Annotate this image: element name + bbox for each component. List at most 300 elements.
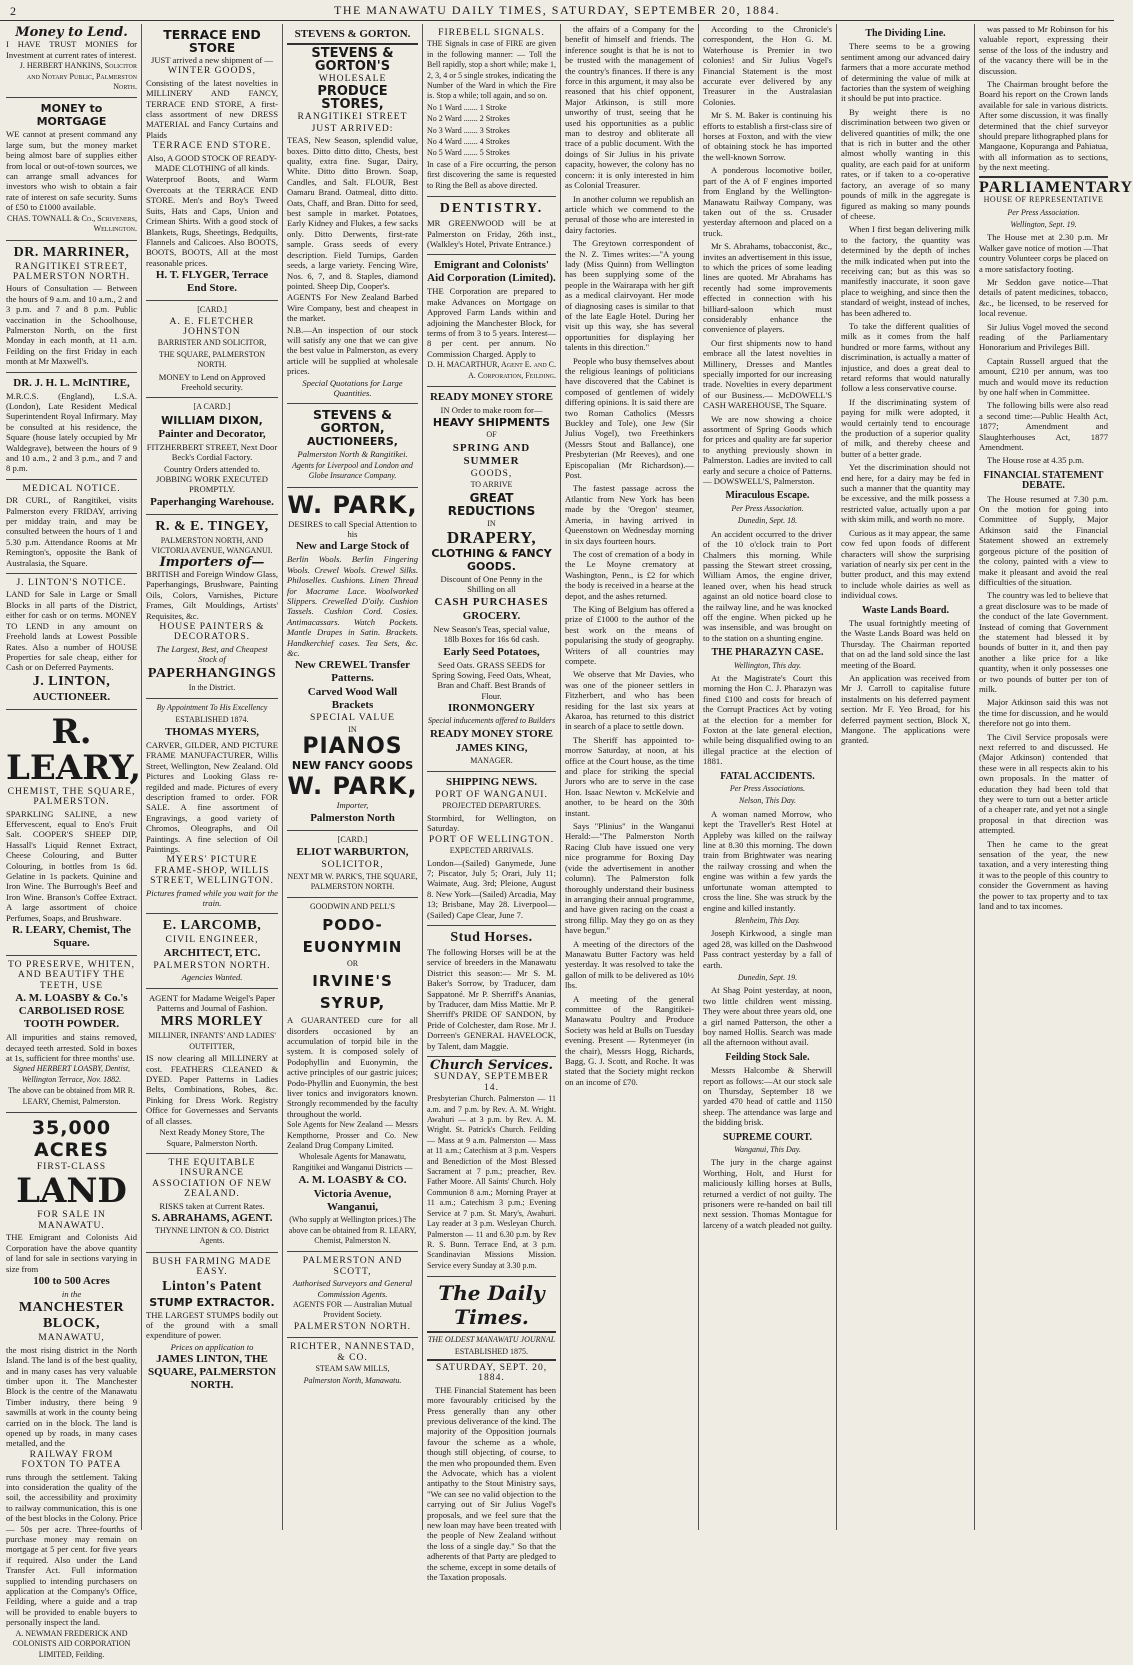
news-paragraph: Then he came to the great sensation of the year, the new taxation, and a very interesting thing it was to the people of this country to consider the Government as having the power to tax property and to tax land and to tax incomes. (979, 838, 1108, 912)
ad-signature: Signed HERBERT LOASBY, Dentist, Wellington Terrace, Nov. 1882. (12, 1064, 131, 1084)
ad-fletcher-johnston (146, 301, 278, 398)
ad-tag: [A CARD.] (193, 402, 231, 412)
ad-tingey (146, 515, 278, 699)
ad-shipping-news (427, 772, 556, 926)
news-paragraph: An application was received from Mr J. Carroll to capitalise future instalments on his deferred payment section. Mr F. Yeo Broad, for his deferred payment section, Block X, Mangone. The applications were granted. (841, 672, 970, 746)
news-paragraph: Sir Julius Vogel moved the second reading of the Parliamentary Honorarium and Privileges Bill. (979, 321, 1108, 353)
ad-departures: PROJECTED DEPARTURES. (442, 801, 541, 811)
ad-intro: AGENT for Madame Weigel's Paper Patterns and Journal of Fashion. (148, 992, 276, 1014)
news-paragraph: Our first shipments now to hand embrace all the latest novelties in Millinery, Dresses and Mantles specially imported for our increasing trade. Novelties in every department of our Business.— McDOWELL'S CASH WAREHOUSE, The Square. (703, 337, 832, 411)
ad-heading: 35,000 ACRES (31, 1117, 112, 1162)
ad-body: Seed Oats. GRASS SEEDS for Spring Sowing, Feed Oats, Wheat, Bran and Chaff. Best Brands of Flour. (432, 659, 551, 701)
ad-seed: Early Seed Potatoes, (443, 645, 540, 658)
ad-name: THE EQUITABLE INSURANCE ASSOCIATION OF NEW ZEALAND. (152, 1156, 272, 1200)
ad-drapery: DRAPERY, (446, 528, 537, 547)
ad-range: 100 to 500 Acres (33, 1274, 110, 1287)
ad-name: THOMAS MYERS, (164, 725, 260, 738)
ad-agents: AGENTS FOR — Australian Mutual Provident Society. (292, 1300, 413, 1320)
ad-heading: MONEY to MORTGAGE (36, 102, 107, 129)
ad-footer: Agencies Wanted. (181, 972, 243, 983)
ad-body: DR CURL, of Rangitikei, visits Palmerston every FRIDAY, arriving per midday train, and may be consulted between the hours of 1 and 5.30 p.m. Attendance Rooms at Mr Remington's, opposite the Bank of Australasia, the Square. (6, 495, 137, 568)
ad-name: E. LARCOMB, (162, 918, 262, 934)
ad-footer: Prices on application to (170, 1341, 254, 1352)
news-paragraph: The following bills were also read a second time:—Public Health Act, 1877; Amendment and Slaughterhouses Act, 1877 Amendment. (979, 400, 1108, 453)
ad-agents: Agents for Liverpool and London and Globe Insurance Company. (292, 460, 413, 481)
ad-address: FITZHERBERT STREET, Next Door Beck's Cordial Factory. (146, 441, 278, 463)
ad-trade: BARRISTER AND SOLICITOR, (157, 338, 267, 348)
ward-signal: No 2 Ward ....... 2 Strokes (427, 114, 510, 124)
ad-body: A GUARANTEED cure for all disorders occasioned by an accumulation of torpid bile in the system. It is composed solely of Podophyllin and Euonymin, the active principles of our gastric juices; Podo-Phyllin and Euonymin, the best liver tonics and invigorators known. Strongly recommended by the faculty throughout the world. (287, 1015, 418, 1119)
ad-stump-extractor (146, 1253, 278, 1397)
news-credit: Per Press Association. (731, 503, 804, 513)
news-paragraph: We are now showing a choice assortment of Spring Goods which for prices and quality are far superior to anything previously shown in Palmerston. Ladies are invited to call early and secure a choice of Patterns.— DOWSWELL'S, Palmerston. (703, 413, 832, 487)
ad-name: Linton's Patent (162, 1278, 262, 1294)
ad-special: SPECIAL VALUE (309, 712, 396, 724)
ad-body: the most rising district in the North Island. The land is of the best quality, and in many cases has very valuable timber upon it. The Manchester Block is the centre of the Manawatu Timber industry, there being 9 sawmills at work in the county being carried on in the block. The land is opened up by roads, in many cases metalled, and the (6, 1344, 137, 1449)
ad-goods: WINTER GOODS, (167, 65, 257, 77)
news-dateline: Blenheim, This Day. (735, 915, 800, 925)
column-5 (560, 24, 698, 1530)
ad-subheading: FIRST-CLASS (36, 1161, 107, 1173)
ad-also: Also, A GOOD STOCK OF READY-MADE CLOTHING of all kinds. (147, 152, 277, 174)
ad-manager: MANAGER. (470, 755, 513, 765)
ad-body: CARVER, GILDER, AND PICTURE FRAME MANUFACTURER, Willis Street, Wellington, New Zealand. Old Pictures and Looking Glass re-regilded and made. Pictures of every description framed to order. FOR SALE. A fine assortment of Engravings, a good variety of Chromos, Oleographs, and Oil Paintings. A fine selection of Oil Paintings. (146, 739, 278, 854)
ad-heading: DR. MARRINER, (13, 244, 130, 260)
news-paragraph: Mr S. Abrahams, tobacconist, &c., invites an advertisement in this issue, to which the prices of some leading lines are quoted. Mr Abrahams has recently had some improvements effected in connection with his billiard-saloon which must considerably enhance the convenience of players. (703, 241, 832, 335)
ad-body: RISKS taken at Current Rates. (159, 1200, 265, 1211)
news-paragraph: At the Magistrate's Court this morning the Hon C. J. Pharazyn was fined £100 and costs for breach of the Corrupt Practices Act by voting at the election for a member for Foxton at the late general election, while being disqualified owing to an illegal practice at the election of 1881. (703, 672, 832, 767)
ad-signature: R. LEARY, Chemist, The Square. (12, 924, 131, 949)
ad-discount: Discount of One Penny in the Shilling on all (440, 574, 543, 595)
news-paragraph: Messrs Halcombe & Sherwill report as follows:—At our stock sale on Thursday, September 18 we yarded 470 head of cattle and 1150 sheep. The attendance was large and the bidding brisk. (703, 1065, 832, 1128)
ad-body: All impurities and stains removed, decayed teeth arrested. Sold in boxes at 1s, sufficient for three months' use. (6, 1032, 137, 1064)
ad-body: Presbyterian Church. Palmerston — 11 a.m. and 7 p.m. by Rev. A. M. Wright. Awahuri — at 3 p.m. by Rev. A. M. Wright. St. Patrick's Church. Feilding — Mass at 9 a.m. Palmerston — Mass at 11 a.m.; Catechism at 3 p.m. Vespers and Benediction of the Most Blessed Sacrament at 7 p.m.; preacher, Rev. Father Moore. All Saints' Church. Holy Communion 8 a.m.; Morning Prayer at 11 a.m.; Catechism 3 p.m.; Evening Service at 7 p.m. St. Mary's, Awahuri. Lay reader at 3 p.m. Wesleyan Church. Palmerston — 11 and 6.30 p.m. by Rev R. S. Bunn. Terrace End, at 3 p.m. Scandinavian Missions Mission. Service every Sunday at 3.30 p.m. (427, 1094, 556, 1270)
ad-signature: A. NEWMAN FREDERICK AND COLONISTS AID CORPORATION LIMITED, Feilding. (12, 1628, 131, 1659)
ad-heading: Stud Horses. (450, 929, 533, 945)
ad-footer: Pictures framed while you wait for the train. (146, 887, 278, 908)
news-paragraph: People who busy themselves about the religious leanings of politicians have discovered that the Cabinet is composed of gentlemen of widely differing opinions. It is said there are two Roman Catholics (Messrs Buckley and Tole), one Jew (Sir Julius Vogel), two Freethinkers (Messrs Stout and Ballance), one Presbyterian (Mr Reeves), and one Episcopalian (Mr Richardson).— Post. (565, 355, 694, 481)
masthead (0, 0, 1114, 21)
ad-equitable-insurance (146, 1154, 278, 1253)
news-paragraph: Yet the discrimination should not end here, for a dairy may be fed in such a manner that the quantity may be excessive, and the milk possess a restricted value, actually upon a par with skim milk, and worth no more. (841, 462, 970, 525)
ad-stevens-gorton-produce (287, 24, 418, 404)
news-credit: Per Press Association. (1007, 207, 1080, 217)
ad-emigrant-corporation (427, 255, 556, 387)
ad-footer: The above can be obtained from MR R. LEARY, Chemist, Palmerston. (7, 1086, 136, 1106)
news-paragraph: We observe that Mr Davies, who was one of the pioneer settlers in Fitzherbert, and who has been residing for the last six years at Akaroa, has returned to this district in search of a place to settle down. (565, 669, 694, 732)
news-paragraph: At Shag Point yesterday, at noon, two little children went missing. They were about three years old, one a girl named Patterson, the other a boy named Hollis. Search was made all the afternoon without avail. (703, 985, 832, 1048)
news-subheading: HOUSE OF REPRESENTATIVE (983, 195, 1104, 205)
news-heading: The Dividing Line. (865, 28, 946, 39)
ad-body: THE Corporation are prepared to make Advances on Mortgage on Approved Farm Lands within and adjoining the Manchester Block, for terms of from 3 to 5 years. Interest—8 per cent. per annum. No Commission Charged. Apply to (427, 286, 556, 359)
ad-wholesale-agents: Wholesale Agents for Manawatu, Rangitikei and Wanganui Districts — (292, 1152, 413, 1172)
ad-appointment: By Appointment To His Excellency (156, 703, 268, 713)
ad-date: SUNDAY, SEPTEMBER 14. (433, 1071, 550, 1093)
ad-to-arrive: TO ARRIVE (470, 480, 513, 490)
ad-district: In the District. (188, 682, 236, 692)
ward-signal: No 5 Ward ....... 5 Strokes (427, 148, 510, 158)
ad-list: Berlin Wools. Berlin Fingering Wools. Crewel Wools. Crewel Silks. Philoselles. Cushions. Linen Thread for Macrame Lace. Woolworked Slippers. Crewelled D'oily. Cushion Tassels. Cushion Cord. Cosies. Antimacassars. Watch Pockets. Mantle Drapes in Satin. Brackets. Handkerchief cases. Tea Sets, &c. &c. (287, 554, 418, 659)
editorial-date: SATURDAY, SEPT. 20, 1884. (435, 1361, 548, 1384)
news-paragraph: There seems to be a growing sentiment among our advanced dairy farmers that a more accurate method of determining the value of milk at factories than the system of weighing it should be put into practice. (841, 41, 970, 104)
ad-larcomb (146, 914, 278, 988)
news-paragraph: Joseph Kirkwood, a single man aged 28, was killed on the Dashwood Pass contract yesterday by a fall of earth. (703, 928, 832, 970)
news-heading: Waste Lands Board. (862, 604, 949, 616)
ad-name: IRVINE'S SYRUP, (312, 972, 393, 1013)
ad-land-title: LAND (16, 1171, 127, 1212)
ad-body: Consisting of the latest novelties in MILLINERY AND FANCY, TERRACE END STORE, A first-class assortment of new DRESS MATERIAL and Fancy Curtains and Plaids (146, 77, 278, 140)
ad-heading: J. LINTON'S NOTICE. (16, 577, 127, 589)
ad-address: RANGITIKEI STREET, PALMERSTON NORTH. (12, 260, 131, 282)
ad-heading: DR. J. H. L. McINTIRE, (13, 376, 130, 389)
ad-trade: HOUSE PAINTERS & DECORATORS. (159, 621, 265, 643)
ad-signature: H. T. FLYGER, Terrace End Store. (155, 269, 269, 295)
ad-body: IS now clearing all MILLINERY at cost. FEATHERS CLEANED & DYED. Paper Patterns in Ladies Belts, Combinations, Robes, &c. Pinking for Dress Work. Registry Office for Governesses and Servants of all classes. (146, 1053, 278, 1126)
ad-body: THE LARGEST STUMPS bodily out of the ground with a small expenditure of power. (146, 1309, 278, 1341)
ad-tooth-powder (6, 956, 137, 1113)
page-number: 2 (10, 4, 16, 18)
ad-trade: STEAM SAW MILLS, (315, 1364, 390, 1374)
ad-arrivals: EXPECTED ARRIVALS. (449, 846, 534, 856)
ad-name: A. M. LOASBY & CO. (298, 1174, 407, 1187)
news-dateline: Wellington, This day. (733, 660, 802, 670)
news-paragraph: The House met at 2.30 p.m. Mr Walker gave notice of motion —That country Volunteer corps be placed on a more satisfactory footing. (979, 232, 1108, 274)
ad-body: Stormbird, for Wellington, on Saturday. (427, 812, 556, 834)
ad-stud-horses (427, 926, 556, 1057)
ad-heading: SHIPPING NEWS. (445, 776, 538, 789)
news-paragraph: A meeting of the directors of the Manawatu Butter Factory was held yesterday. It was resolved to take the gallon of milk to be delivered as 10½ lbs. (565, 938, 694, 991)
newspaper-subtitle: THE OLDEST MANAWATU JOURNAL (427, 1335, 556, 1345)
ward-signal: No 1 Ward ....... 1 Stroke (427, 102, 507, 112)
ad-carved: Carved Wood Wall Brackets (307, 686, 398, 712)
ad-stevens-gorton-auctioneers (287, 404, 418, 487)
ad-palmerston-scott (287, 1252, 418, 1338)
ad-address: PALMERSTON NORTH. (293, 1320, 412, 1332)
ad-store: TERRACE END STORE. (152, 140, 272, 152)
ad-body: MONEY to Lend on Approved Freehold security. (158, 371, 266, 392)
ad-thomas-myers (146, 699, 278, 914)
ad-podo-euonymin (287, 898, 418, 1252)
news-paragraph: If the discriminating system of paying for milk were adopted, it would certainly tend to encourage the production of a superior quality of milk, and thereby cheese and butter of a better grade. (841, 396, 970, 459)
ad-terrace-end-store (146, 24, 278, 301)
ad-leary-chemist (6, 710, 142, 956)
ad-tag: [CARD.] (197, 305, 227, 315)
ad-signature: JAMES LINTON, THE SQUARE, PALMERSTON NORTH. (148, 1353, 276, 1392)
ad-trade: Authorised Surveyors and General Commission Agents. (292, 1278, 413, 1299)
ad-body: runs through the settlement. Taking into consideration the quality of the soil, the accessibility and proximity to railway communication, this is one of the best blocks in the Colony. Price — 50s per acre. Three-fourths of purchase money may remain on mortgage at 5 per cent. for five years if required. Also under the Land Transfer Act. Full information supplied to intending purchasers on application at the Company's Office, Feilding, where a guide and a trap will be provided to enable buyers to personally inspect the land. (6, 1471, 137, 1628)
ad-body: M.R.C.S. (England), L.S.A. (London), Late Resident Medical Superintendent Royal Infirmary. May be consulted at his residence, the Square (house lately occupied by Mr Waldegrave), between the hours of 9 and 10 a.m., 2 and 3 p.m., and 7 and 8 p.m. (6, 390, 137, 474)
ad-name: A. E. FLETCHER JOHNSTON (169, 315, 255, 337)
ad-special: Special Quotations for Large Quantities. (302, 377, 403, 398)
ad-heading: Church Services. (429, 1058, 554, 1073)
ad-signature: CHAS. TOWNALL & Co., Scriveners, Wellington. (7, 213, 137, 234)
column-1 (2, 24, 142, 1659)
ad-fancy-goods: NEW FANCY GOODS (291, 759, 414, 773)
ad-arrived: JUST ARRIVED: (311, 122, 394, 134)
ad-agents: AGENTS For New Zealand Barbed Wire Company, best and cheapest in the market. (287, 292, 418, 324)
ad-store: READY MONEY STORE (429, 727, 554, 740)
ad-trade: AUCTIONEER. (32, 690, 111, 703)
ad-mrs-morley (146, 989, 278, 1154)
news-paragraph: The Sheriff has appointed to-morrow Saturday, at noon, at his office at the Court house, as the time and place for striking the special Jurors who are to serve in the case Hon. Isaac Newton v. McKelvie and another, to be heard on the 30th instant. (565, 734, 694, 818)
ad-address: NEXT MR W. PARK'S, THE SQUARE, PALMERSTON NORTH. (287, 871, 418, 891)
ad-heading: TERRACE END STORE (163, 27, 261, 55)
ad-body: LAND for Sale in Large or Small Blocks in all parts of the District, either for cash or on terms. MONEY TO LEND in any amount on Freehold lands at Lowest Possible Rates. Also a number of HOUSE Properties for sale cheap, either for Cash or on Deferred Payments. (6, 589, 137, 673)
column-3 (282, 24, 422, 1530)
ad-intro: JUST arrived a new shipment of — (150, 55, 274, 65)
ad-address: Victoria Avenue, Wanganui, (313, 1188, 392, 1214)
news-paragraph: was passed to Mr Robinson for his valuable report, expressing their sense of the loss of the industry and of the vacancy there will be in the discussion. (979, 24, 1108, 76)
ad-35000-acres (6, 1113, 137, 1665)
ad-cash: CASH PURCHASES (434, 595, 549, 608)
ad-heading: BUSH FARMING MADE EASY. (152, 1255, 272, 1278)
ad-intro: IN Order to make room for— (440, 404, 543, 415)
ad-subheading: Paperhanging Warehouse. (150, 495, 274, 508)
ad-sole-agents: Sole Agents for New Zealand — Messrs Kempthorne, Prosser and Co. New Zealand Drug Company Limited. (287, 1120, 418, 1150)
ad-name: MRS MORLEY (160, 1014, 264, 1030)
ad-heading: DENTISTRY. (439, 201, 544, 217)
ad-note: Special inducements offered to Builders (427, 716, 556, 726)
ad-linton-notice (6, 574, 137, 710)
ad-address: Palmerston North (310, 811, 395, 824)
ad-new-patterns: New CREWEL Transfer Patterns. (294, 659, 411, 685)
ad-trade: CIVIL ENGINEER, (165, 934, 259, 946)
ad-signature: J. HERBERT HANKINS, Solicitor and Notary Public, Palmerston North. (19, 61, 137, 92)
ad-name: R. LEARY, (6, 711, 142, 788)
news-heading: FINANCIAL STATEMENT DEBATE. (983, 469, 1104, 492)
column-4 (422, 24, 560, 1583)
news-paragraph: The usual fortnightly meeting of the Waste Lands Board was held on Thursday. The Chairman reported that on ad the land sold since the last meeting of the Board. (841, 617, 970, 670)
ad-heading: STEVENS & GORTON. (294, 28, 411, 40)
ad-body: WE cannot at present command any large sum, but the money market being almost bare of supplies either from local or out-of-town sources, we can arrange small advances for investors who wish to obtain a fair rate of interest on safe security. Sums of £50 to £1000 available. (6, 129, 137, 213)
ad-address: THE SQUARE, PALMERSTON NORTH. (158, 349, 265, 370)
ad-body: London—(Sailed) Ganymede, June 7; Piscator, July 5; Orari, July 11; Waimate, Aug. 3rd; Pleione, August 8. New York—(Sailed) Arcadia, May 13; Brisbane, May 28. Liverpool—(Sailed) Cape Clear, June 7. (427, 857, 556, 920)
ad-name: W. PARK, (287, 490, 418, 519)
news-heading: Miraculous Escape. (725, 490, 810, 502)
news-heading: SUPREME COURT. (723, 1131, 812, 1143)
news-paragraph: A meeting of the general committee of the Rangitikei-Manawatu Poultry and Produce Society was held at Bulls on Tuesday evening. Present — Rytenmeyer (in the chair), Messrs Hogg, Richards, Bagg, G. J. Scott, and Roche. It was stated that the Society might reckon on an income of £70. (565, 993, 694, 1087)
news-paragraph: Major Atkinson said this was not the time for discussion, and he would therefore not go into them. (979, 697, 1108, 729)
ad-goods: GOODS, (470, 467, 513, 479)
ad-trade: MILLINER, INFANTS' AND LADIES' OUTFITTER, (148, 1031, 276, 1051)
ad-body: I HAVE TRUST MONIES for Investment at current rates of interest. (6, 39, 137, 60)
news-paragraph: Mr Seddon gave notice—That details of patent medicines, tobacco, &c., be licensed, to be reserved for local revenue. (979, 276, 1108, 319)
news-heading: FATAL ACCIDENTS. (720, 770, 815, 782)
ad-tag: [CARD.] (337, 834, 368, 844)
ad-name: W. PARK, (287, 772, 418, 801)
ad-subheading: MYERS' PICTURE FRAME-SHOP, WILLIS STREET, WELLINGTON. (150, 854, 274, 887)
ad-firebell-signals (427, 24, 556, 197)
ad-heading: GOODWIN AND PELL'S (310, 902, 395, 912)
ad-body: THE Emigrant and Colonists Aid Corporation have the above quantity of land for sale in sections varying in size from (6, 1232, 137, 1274)
news-dateline: Dunedin, Sept. 19. (737, 972, 798, 982)
ad-name: PALMERSTON AND SCOTT, (302, 1255, 403, 1277)
ad-address: Next Ready Money Store, The Square, Palmerston North. (159, 1127, 265, 1148)
ad-connector: IN (487, 518, 496, 528)
ad-name: RICHTER, NANNESTAD, & CO. (289, 1341, 416, 1363)
ad-name: STEVENS & GORTON, (313, 407, 392, 436)
ad-trade: Painter and Decorator, (158, 427, 266, 440)
news-paragraph: When I first began delivering milk to the factory, the quantity was determined by the depth of inches the milk indicated when put into the receiving can; but as this was so manifestly inaccurate, it soon gave place to weighing, and since then the standard of weight, instead of inches, has been adhered to. (841, 224, 970, 318)
ad-block-name: MANCHESTER BLOCK, (18, 1300, 125, 1332)
news-paragraph: Says "Plinius" in the Wanganui Herald:—"The Palmerston North Racing Club have issued one very nice programme for Boxing Day (vide the advertisement in another column). The Palmerston folk thoroughly understand their business in arranging their annual programme, and have given racing on the coast a strong fillip. May they go on as they have begun." (565, 821, 694, 936)
ad-william-dixon (146, 398, 278, 514)
ad-body: BRITISH and Foreign Window Glass, Paperhangings, Brushware, Painting Oils, Colors, Varnishes, Picture Frames, Gilt Mouldings, Artists' Requisites, &c. (146, 569, 278, 621)
ad-note: N.B.—An inspection of our stock will satisfy any one that we can give the best value in Palmerston, as every article will be supplied at wholesale prices. (287, 324, 418, 377)
news-dateline: Dunedin, Sept. 18. (737, 516, 798, 526)
ad-heading: FIREBELL SIGNALS. (438, 27, 545, 38)
ad-connector: OF (486, 430, 497, 440)
editorial-paragraph: THE Financial Statement has been more favourably criticised by the Press generally than any other previous deliverance of the kind. The majority of the Opposition journals favour the scheme as a whole, though still objecting, of course, to the men who propounded them. Even the Advocate, which has a violent antipathy to the Stout Ministry says, "We can see no valid objection to the carrying out of Sir Julius Vogel's proposals, and we feel sure that the new loan may have been treated with the people of New Zealand without the loss of a single day." So that the adherents of that Party are pledged to the scheme, except in some details of the Taxation proposals. (427, 1384, 556, 1583)
news-paragraph: Captain Russell argued that the amount, £210 per annum, was too much and would move its reduction by one half when in Committee. (979, 355, 1108, 397)
ad-connector: OR (346, 958, 359, 968)
ad-port: PORT OF WANGANUI. (435, 789, 548, 801)
ad-agent: S. ABRAHAMS, AGENT. (151, 1211, 273, 1224)
news-paragraph: The cost of cremation of a body in the Le Moyne crematory at Washington, Penn., is £2 for which the body is received in a hearse at the depot, and the ashes returned. (565, 548, 694, 601)
news-dateline: Wanganui, This Day. (734, 1145, 801, 1155)
ad-place: MANAWATU, (38, 1332, 105, 1344)
ward-signal: No 4 Ward ....... 4 Strokes (427, 137, 510, 147)
ad-trade: AUCTIONEERS, (307, 435, 398, 449)
news-paragraph: The country was led to believe that a great disclosure was to be made of the conduct of the late Government. Instead of coming that Government the statement had blessed it by bounds of butter in it, and then pay another a like price for a like quantity, when it only possesses one or two pounds of butter per ton of milk. (979, 590, 1108, 694)
ad-established: ESTABLISHED 1874. (175, 714, 249, 724)
ad-ready-money-store (427, 387, 556, 772)
news-paragraph: Mr S. M. Baker is continuing his efforts to establish a first-class sire of horses at Foxton, and with the view of obtaining stock he has imported the well-known Sorrow. (703, 110, 832, 162)
ad-railway: RAILWAY FROM FOXTON TO PATEA (21, 1448, 122, 1471)
news-paragraph: Curious as it may appear, the same cow fed upon foods of different characters will show the surprising variation of nearly six per cent in the butter product, and this may extend to include whole dairies as well as individual cows. (841, 527, 970, 601)
ad-name: A. M. LOASBY & Co.'s CARBOLISED ROSE TOOTH POWDER. (15, 992, 128, 1031)
ad-clothing: CLOTHING & FANCY GOODS. (431, 547, 552, 573)
ad-footer: In case of a Fire occurring, the person first discovering the same is requested to Ring the Bell as above directed. (427, 159, 556, 190)
ad-port: PORT OF WELLINGTON. (428, 833, 555, 845)
ad-produce: PRODUCE STORES, (317, 84, 388, 113)
ad-address: PALMERSTON NORTH. (153, 959, 271, 971)
ad-body: MR GREENWOOD will be at Palmerston on Friday, 26th inst., (Walkley's Hotel, Private Entrance.) (427, 218, 556, 249)
news-dateline: Nelson, This Day. (739, 796, 796, 806)
ad-money-to-mortgage (6, 98, 137, 240)
ad-medical-notice (6, 480, 137, 574)
news-heading: PARLIAMENTARY (979, 178, 1133, 196)
ad-agent: THYNNE LINTON & CO. District Agents. (155, 1225, 269, 1246)
ad-body: TEAS, New Season, splendid value, boxes. Ditto ditto ditto, Chests, best quality, extra fine. Sugar, Dairy, White. Ditto ditto Brown. Soap, Candles, and Salt. FLOUR, Best Oamaru Brand. Oatmeal, ditto ditto. Oats, Chaff, and Bran. Ditto for seed, best sample in market. Potatoes, Early Kidney and Flukes, a few sacks only. Ditto Derwents, first-rate sample. Grass seeds of every description. Field Turnips, Garden seeds, a large variety. Fencing Wire, Nos. 6, 7, and 8. Staples, diamond pointed. Sheep Dip, Cooper's. (287, 135, 418, 291)
ad-body: Waterproof Boots, and Warm Overcoats at the TERRACE END STORE. Men's and Boy's Tweed Suits, Hats and Caps, Union and Crimean Shirts. With a good stock of Blankets, Rugs, Sheetings, Bedquilts, Flannels and Calicoes. Also BOOTS, BOOTS, BOOTS, All at the most reasonable prices. (146, 174, 278, 268)
ad-connector: IN (348, 724, 357, 734)
news-paragraph: The King of Belgium has offered a prize of £1000 to the author of the best work on the means of popularising the study of geography. Writers of all countries may compete. (565, 603, 694, 666)
ad-address: PALMERSTON NORTH, AND VICTORIA AVENUE, WANGANUI. (151, 535, 273, 556)
ad-reductions: GREAT REDUCTIONS (447, 490, 536, 518)
news-heading: Feilding Stock Sale. (725, 1051, 810, 1063)
ad-heading: READY MONEY STORE (429, 390, 554, 403)
ad-product: STUMP EXTRACTOR. (149, 1295, 275, 1309)
news-paragraph: The jury in the charge against Worthing, Holt, and Hurst for maliciously killing horses at Bulls, returned a verdict of not guilty. The prisoners were re-handed on bail till next session. Thomas Montague for larceny of a watch pleaded not guilty. (703, 1157, 833, 1230)
column-7 (836, 24, 974, 1530)
news-paragraph: The Chairman brought before the Board his report on the Crown lands available for sale in various districts. After some discussion, it was finally determined that the chief surveyor should prepare lithographed plans for Mangaone, Kopuranga and Pahiatua, with all information as to sections, by the next meeting. (979, 79, 1108, 173)
ad-importer: Importer, (336, 800, 369, 811)
ad-money-to-lend (6, 24, 137, 98)
ad-name: PODO-EUONYMIN (302, 915, 403, 956)
news-dateline: Wellington, Sept. 19. (1010, 219, 1077, 229)
ad-product: PAPERHANGINGS (147, 665, 277, 681)
ad-richter-nannestad (287, 1338, 418, 1391)
news-credit: Per Press Associations. (729, 784, 806, 794)
ad-name: WILLIAM DIXON, (161, 413, 263, 427)
ad-heading: TO PRESERVE, WHITEN, AND BEAUTIFY THE TEETH, USE (7, 959, 136, 991)
ad-wholesale: WHOLESALE (318, 73, 387, 84)
news-paragraph: An accident occurred to the driver of the 10 o'clock train to Port Chalmers this morning. While passing the Stewart street crossing, William Amos, the engine driver, leaned over, when his head struck against an old notice board close to the railway line, and he was knocked off the engine. When picked up he was insensible, and was brought on to the station on a shunting engine. (703, 528, 832, 643)
ad-logo-text: STEVENS & GORTON'S (311, 46, 394, 74)
ad-terms: FOR SALE IN MANAWATU. (37, 1209, 106, 1231)
ad-ironmongery: IRONMONGERY (447, 702, 535, 715)
news-paragraph: In another column we republish an article which we commend to the perusal of those who are interested in dairy factories. (565, 193, 694, 235)
ad-name: ELIOT WARBURTON, (296, 846, 409, 859)
column-2 (141, 24, 282, 1530)
news-paragraph: The Civil Service proposals were next referred to and discussed. He (Major Atkinson) contended that these were in all respects akin to his own proposals. In the matter of education they had been told that they were to turn out a better article of a cheaper rate, and yet not a single proposal in that direction was attempted. (979, 731, 1108, 836)
newspaper-title: The Daily Times. (438, 1281, 545, 1330)
ad-body: The following Horses will be at the service of breeders in the Manawatu District this season:— Mr S. M. Baker's Sorrow, by Traducer, dam Sappatoné. Mr P. Sherriff's Ananias, by Traducer, dam Miss Mattie. Mr P. Sherriff's PRIDE OF SANDON, by Pride of Colchester, dam Rose. Mr J. Dorreen's GENERAL HAVELOCK, by Talent, dam Maggie. (427, 946, 556, 1051)
editorial-daily-times (427, 1277, 556, 1589)
ad-street: RANGITIKEI STREET (297, 111, 408, 123)
ad-connector: in the (61, 1288, 82, 1299)
ad-shipments: HEAVY SHIPMENTS (432, 416, 551, 430)
ad-trade: CHEMIST, THE SQUARE, PALMERSTON. (7, 785, 136, 808)
news-paragraph: The Greytown correspondent of the N. Z. Times writes:—"A young lady (Miss Quinn) from Wellington has been supplying some of the people in the Wairarapa with her gift as a medical clairvoyant. Her mode of diagnosing cases is similar to that of the late Eagle Hotel. During her visit up this way, she has several opportunities for displaying her talents in this direction." (565, 238, 694, 353)
ad-importers: Importers of— (159, 554, 265, 570)
ad-name: R. & E. TINGEY, (155, 518, 269, 534)
ad-trade: SOLICITOR, (321, 859, 384, 871)
ad-dr-mcintire (6, 373, 137, 480)
ad-pianos: PIANOS (302, 734, 403, 760)
news-paragraph: The House resumed at 7.30 p.m. On the motion for going into Committee of Supply, Major Atkinson said the Financial Statement showed an extremely gorgeous picture of the position of the colony, painted with a view to make it pleasant and avoid the real difficulties of the situation. (979, 493, 1108, 587)
news-paragraph: The House rose at 4.35 p.m. (987, 455, 1084, 466)
ad-church-services (427, 1057, 556, 1277)
news-paragraph: By weight there is no discrimination between two given or delivered quantities of milk; the one that is rich in butter and the other almost wholly wanting in this quality, are each paid for at uniform rates, or if taken to a co-operative factory, an average of so many pounds of milk in the aggregate is figured as making so many pounds of cheese. (841, 106, 970, 221)
ad-dentistry (427, 197, 556, 255)
news-paragraph: The fastest passage across the Atlantic from New York has been made by the 'Oregon' steamer, Ameria, in having arrived in Queenstown on Wednesday morning in six days fourteen hours. (565, 483, 694, 546)
news-paragraph: According to the Chronicle's correspondent, the Hon G. M. Waterhouse is Premier in two colonies! and Sir Julius Vogel's Financial Statement is the most accurate ever delivered by any Treasurer in the Australasian Colonies. (703, 24, 832, 107)
ad-claim: The Largest, Best, and Cheapest Stock of (156, 643, 268, 665)
ad-signature: JAMES KING, (455, 741, 528, 754)
column-6 (698, 24, 836, 1530)
ad-body: SPARKLING SALINE, a new Effervescent, equal to Eno's Fruit Salt. COOPER'S SHEEP DIP, Hassall's Liquid Rennet Extract, Cheese Colouring, and Butter Colouring, in bottles from 1s 6d. Gelatine in 1s packets. Quinine and Iron Wine. The Burrough's Beef and Iron Wine. Branson's Coffee Extract. A large assortment of choice Perfumes, Soaps, and Brushware. (6, 808, 137, 923)
ad-note: (Who supply at Wellington prices.) The above can be obtained from R. LEARY, Chemist, Palmerston N. (288, 1215, 417, 1246)
news-paragraph: A ponderous locomotive boiler, part of the A of F engines imported from England by the Wellington-Manawatu Railway Company, was taken out of the ss. Crusader yesterday afternoon and placed on a truck. (703, 165, 832, 238)
ad-body: Country Orders attended to. JOBBING WORK EXECUTED PROMPTLY. (155, 463, 269, 495)
ad-body: Hours of Consultation — Between the hours of 9 a.m. and 10 a.m., 2 and 3 p.m. and 7 and 8 p.m. Public vaccination in the Schoolhouse, Palmerston North, on the first Monday in each month, at 11 a.m. Feilding on the first Friday in each month at Mr Maxwell's. (6, 283, 137, 367)
ward-signal: No 3 Ward ....... 3 Strokes (427, 125, 510, 135)
ad-w-park (287, 488, 418, 831)
ad-body: THE Signals in case of FIRE are given in the following manner: — Toll the Bell rapidly, stop a short while; make 1, 2, 3, 4 or 5 single strokes, indicating the Number of the Ward in which the Fire is. Stop a while; toll again, and so on. (427, 39, 556, 101)
ad-address: Palmerston North & Rangitikei. (297, 449, 408, 460)
ad-season: SPRING AND SUMMER (452, 441, 531, 467)
ad-dr-marriner (6, 241, 137, 373)
ad-trade: ARCHITECT, ETC. (163, 946, 261, 959)
newspaper-established: ESTABLISHED 1875. (454, 1346, 529, 1356)
ad-heading: Money to Lend. (15, 25, 128, 40)
masthead-title: THE MANAWATU DAILY TIMES, SATURDAY, SEPTEMBER 20, 1884. (333, 3, 781, 17)
news-paragraph: the affairs of a Company for the benefit of himself and friends. The inference sought is that he is not to be trusted with the management of the country's finances. If there is any force in this argument, it may also be reasoned that his chief opponent, Major Atkinson, is still more unworthy of trust, seeing that he used his opportunities as a public man to destroy and obliterate all trace of a public document. With the doings of Sir Julius in his private capacity, however, the colony has no concern: it is only interested in him as Colonial Treasurer. (565, 24, 694, 191)
ad-eliot-warburton (287, 831, 418, 899)
news-heading: THE PHARAZYN CASE. (711, 647, 824, 659)
ad-heading: MEDICAL NOTICE. (22, 482, 121, 494)
news-paragraph: To take the different qualities of milk as it comes from the half hundred or more farms, without any discrimination, is actually a matter of injustice, and does a great deal to retard reforms that would naturally follow a less conservative course. (841, 320, 970, 394)
ad-intro: DESIRES to call Special Attention to his (288, 518, 417, 539)
ad-name: J. LINTON, (32, 673, 111, 689)
news-paragraph: A woman named Morrow, who kept the Traveller's Rest Hotel at Appleby was killed on the railway line at 8.30 this morning. The down train from Brightwater was nearing the railway crossing and when the engine was within a few yards the unfortunate woman attempted to cross the line. She was struck by the engine and killed instantly. (703, 808, 832, 913)
column-8 (974, 24, 1133, 1530)
ad-body: New Season's Teas, special value, 18lb Boxes for 16s 6d cash. (433, 623, 550, 645)
ad-heading: Emigrant and Colonists' Aid Corporation (Limited). (427, 259, 556, 285)
ad-address: Palmerston North, Manawatu. (303, 1375, 402, 1385)
